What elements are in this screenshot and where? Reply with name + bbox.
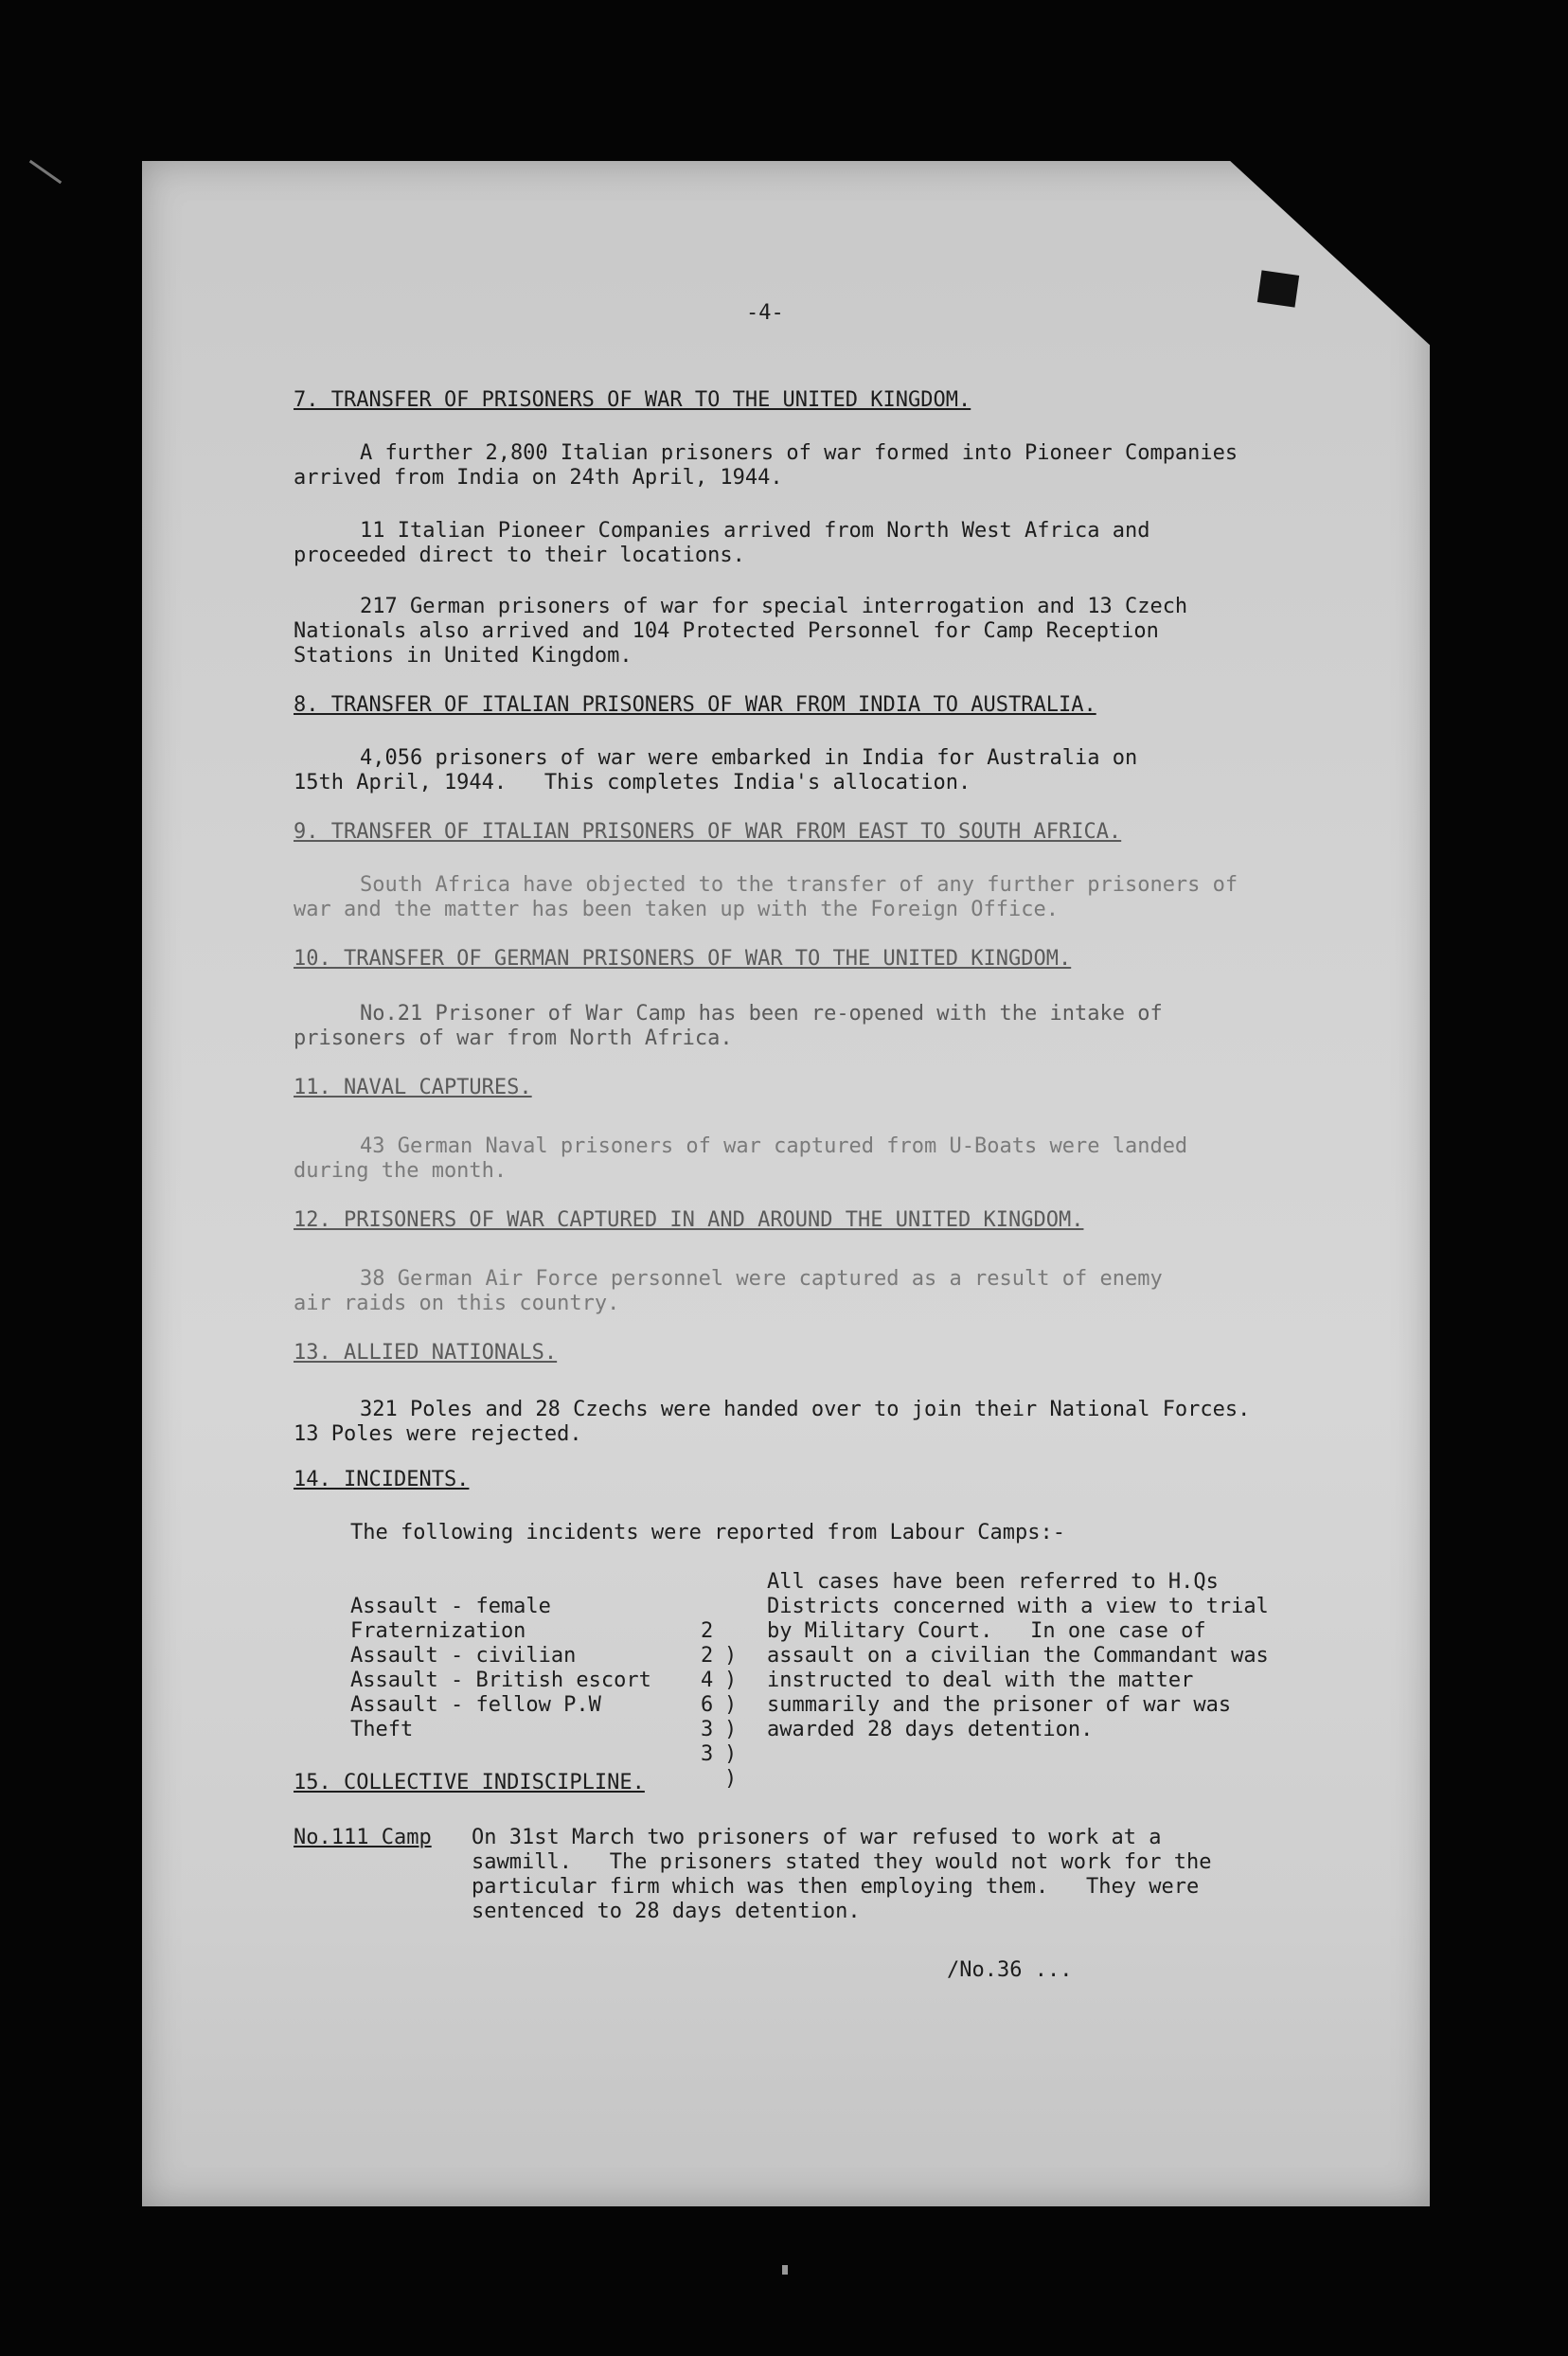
camp-text-line: On 31st March two prisoners of war refused to work at a bbox=[472, 1826, 1162, 1849]
incident-count: 2 bbox=[701, 1619, 714, 1643]
brace-glyph: ) bbox=[724, 1693, 738, 1717]
incident-count: 3 bbox=[701, 1742, 714, 1766]
section-8-heading: 8. TRANSFER OF ITALIAN PRISONERS OF WAR FROM INDIA TO AUSTRALIA. bbox=[294, 693, 1096, 717]
incidents-note-line: by Military Court. In one case of bbox=[767, 1619, 1206, 1643]
section-7-para-3-line-1: 217 German prisoners of war for special interrogation and 13 Czech bbox=[360, 595, 1188, 618]
section-9-heading: 9. TRANSFER OF ITALIAN PRISONERS OF WAR FROM EAST TO SOUTH AFRICA. bbox=[294, 820, 1122, 844]
section-7-para-3-line-2: Nationals also arrived and 104 Protected Personnel for Camp Reception bbox=[294, 619, 1159, 643]
section-11-heading: 11. NAVAL CAPTURES. bbox=[294, 1076, 532, 1099]
page-number: -4- bbox=[746, 301, 784, 325]
section-7-para-2-line-2: proceeded direct to their locations. bbox=[294, 544, 745, 567]
brace-glyph: ) bbox=[724, 1644, 738, 1668]
section-15-heading: 15. COLLECTIVE INDISCIPLINE. bbox=[294, 1771, 645, 1794]
section-8-para-1-line-2: 15th April, 1944. This completes India's allocation. bbox=[294, 771, 971, 794]
incidents-note-line: summarily and the prisoner of war was bbox=[767, 1693, 1232, 1717]
brace-glyph: ) bbox=[724, 1742, 738, 1766]
incident-count: 6 bbox=[701, 1693, 714, 1717]
camp-label: No.111 Camp bbox=[294, 1826, 432, 1849]
incident-name: Assault - female bbox=[350, 1595, 551, 1618]
section-13-para-1-line-2: 13 Poles were rejected. bbox=[294, 1422, 582, 1446]
section-13-para-1-line-1: 321 Poles and 28 Czechs were handed over to join their National Forces. bbox=[360, 1398, 1251, 1421]
corner-tab-mark bbox=[1257, 270, 1299, 307]
section-9-para-1-line-2: war and the matter has been taken up with the Foreign Office. bbox=[294, 898, 1059, 921]
brace-glyph: ) bbox=[724, 1718, 738, 1741]
section-7-para-1-line-2: arrived from India on 24th April, 1944. bbox=[294, 466, 783, 490]
camp-text-line: particular firm which was then employing them. They were bbox=[472, 1875, 1200, 1899]
continuation-marker: /No.36 ... bbox=[947, 1958, 1073, 1982]
incident-name: Assault - fellow P.W bbox=[350, 1693, 601, 1717]
section-12-para-1-line-2: air raids on this country. bbox=[294, 1292, 620, 1315]
section-13-heading: 13. ALLIED NATIONALS. bbox=[294, 1341, 558, 1365]
section-7-heading: 7. TRANSFER OF PRISONERS OF WAR TO THE UNITED KINGDOM. bbox=[294, 388, 971, 412]
section-12-heading: 12. PRISONERS OF WAR CAPTURED IN AND AROUND THE UNITED KINGDOM. bbox=[294, 1208, 1084, 1232]
incidents-note-line: All cases have been referred to H.Qs bbox=[767, 1570, 1219, 1594]
camp-text-line: sawmill. The prisoners stated they would not work for the bbox=[472, 1850, 1212, 1874]
camp-text-line: sentenced to 28 days detention. bbox=[472, 1900, 861, 1923]
incidents-note-line: Districts concerned with a view to trial bbox=[767, 1595, 1269, 1618]
incident-count: 3 bbox=[701, 1718, 714, 1741]
incident-count: 4 bbox=[701, 1669, 714, 1692]
incidents-note-line: instructed to deal with the matter bbox=[767, 1669, 1194, 1692]
section-14-intro: The following incidents were reported from Labour Camps:- bbox=[350, 1521, 1065, 1544]
incident-name: Assault - civilian bbox=[350, 1644, 577, 1668]
section-9-para-1-line-1: South Africa have objected to the transfer of any further prisoners of bbox=[360, 873, 1238, 897]
section-14-heading: 14. INCIDENTS. bbox=[294, 1468, 470, 1491]
section-7-para-1-line-1: A further 2,800 Italian prisoners of war formed into Pioneer Companies bbox=[360, 441, 1238, 465]
incident-count: 2 bbox=[701, 1644, 714, 1668]
section-10-para-1-line-1: No.21 Prisoner of War Camp has been re-opened with the intake of bbox=[360, 1002, 1163, 1026]
incidents-note-line: awarded 28 days detention. bbox=[767, 1718, 1094, 1741]
incident-name: Assault - British escort bbox=[350, 1669, 651, 1692]
incidents-note-line: assault on a civilian the Commandant was bbox=[767, 1644, 1269, 1668]
film-mark bbox=[782, 2265, 788, 2275]
section-7-para-2-line-1: 11 Italian Pioneer Companies arrived from North West Africa and bbox=[360, 519, 1150, 543]
brace-glyph: ) bbox=[724, 1767, 738, 1791]
section-10-heading: 10. TRANSFER OF GERMAN PRISONERS OF WAR TO THE UNITED KINGDOM. bbox=[294, 947, 1072, 971]
section-10-para-1-line-2: prisoners of war from North Africa. bbox=[294, 1026, 733, 1050]
section-11-para-1-line-1: 43 German Naval prisoners of war captured from U-Boats were landed bbox=[360, 1134, 1188, 1158]
section-12-para-1-line-1: 38 German Air Force personnel were captured as a result of enemy bbox=[360, 1267, 1163, 1291]
section-11-para-1-line-2: during the month. bbox=[294, 1159, 508, 1183]
incident-name: Theft bbox=[350, 1718, 414, 1741]
section-7-para-3-line-3: Stations in United Kingdom. bbox=[294, 644, 633, 668]
section-8-para-1-line-1: 4,056 prisoners of war were embarked in India for Australia on bbox=[360, 746, 1138, 770]
incident-name: Fraternization bbox=[350, 1619, 526, 1643]
brace-glyph: ) bbox=[724, 1669, 738, 1692]
